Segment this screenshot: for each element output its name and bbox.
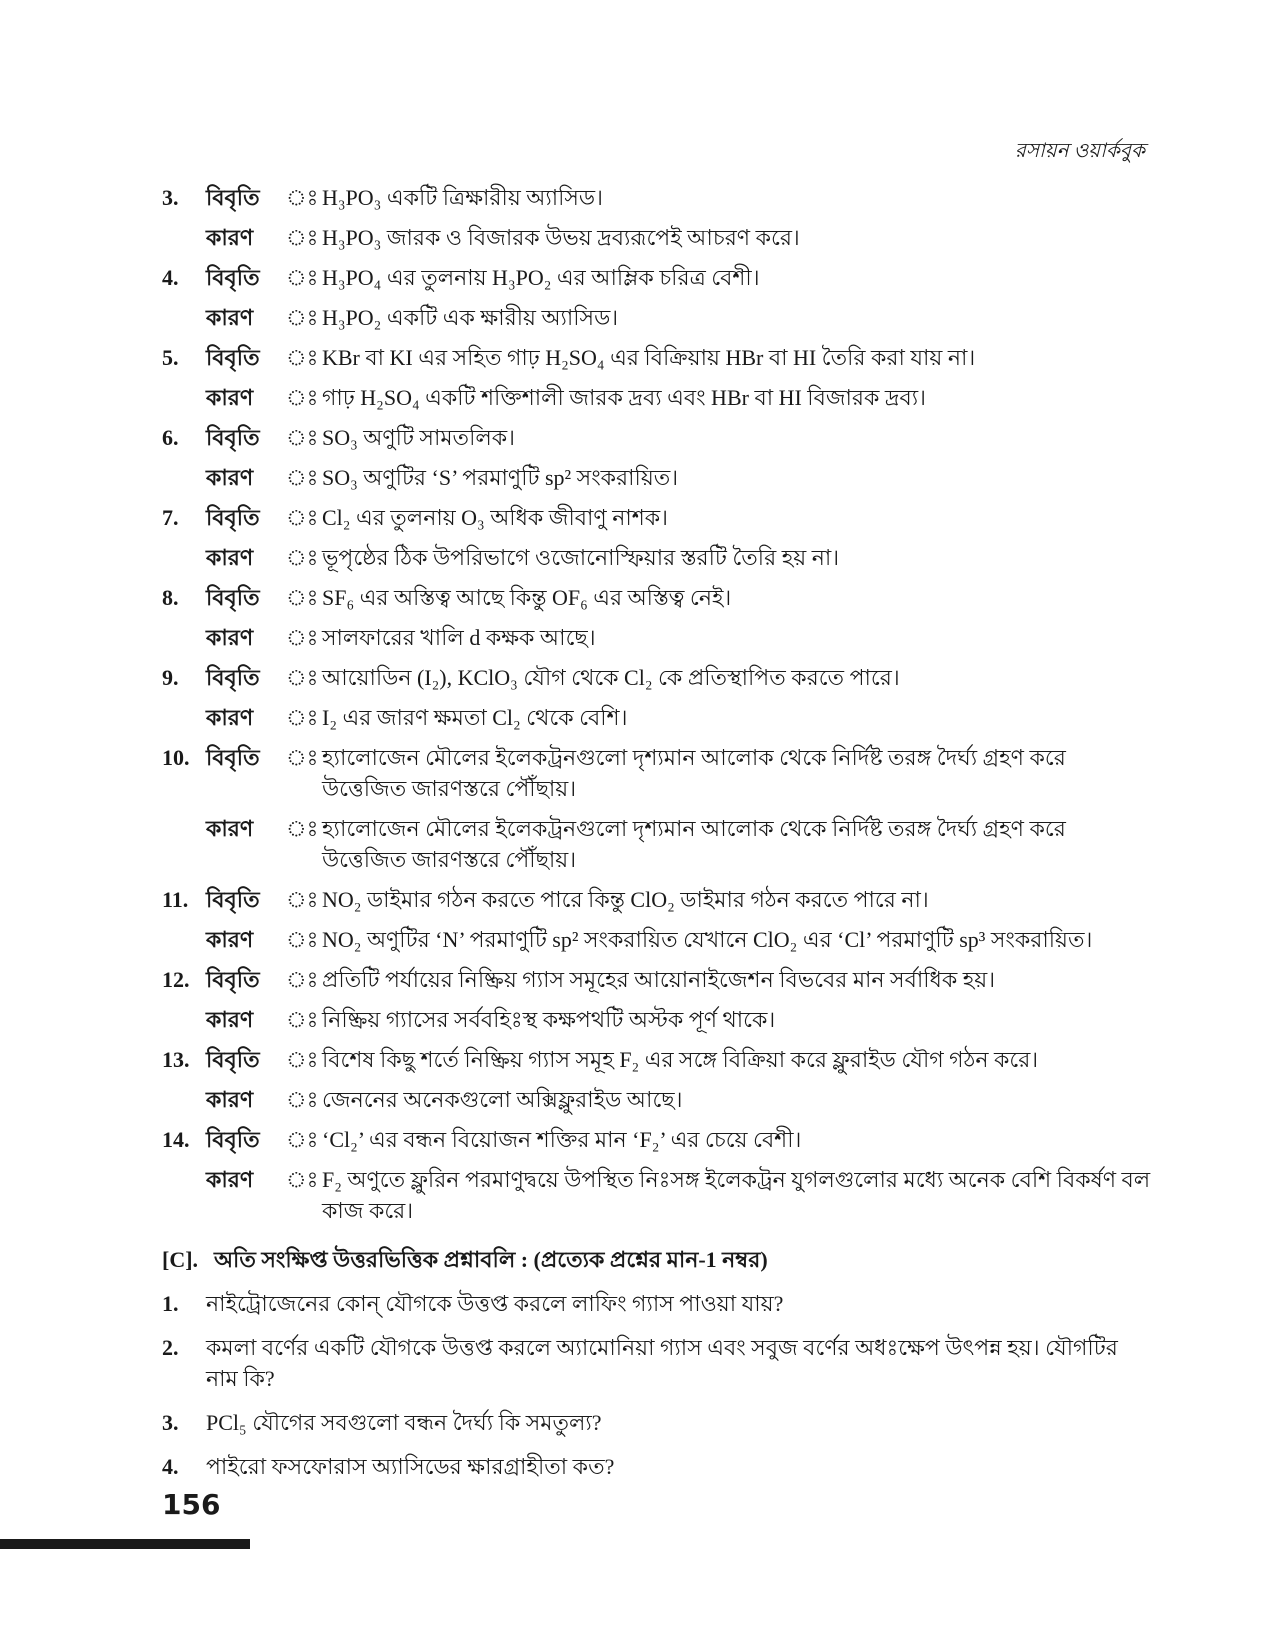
statement-row [162,262,1152,293]
question-list [162,1288,1152,1482]
statement-label: বিবৃতি [206,1047,260,1072]
question-text: নাইট্রোজেনের কোন্ যৌগকে উত্তপ্ত করলে লাফিং গ্যাস পাওয়া যায়? [206,1291,784,1316]
colon: ঃ [286,1127,319,1152]
statement-label: বিবৃতি [206,745,260,770]
statement-row [162,1124,1152,1155]
item-number: 13. [162,1047,190,1072]
reason-label: কারণ [206,705,254,730]
colon: ঃ [286,345,319,370]
item-number-spacer [162,542,206,573]
reason-label: কারণ [206,305,254,330]
question-text: PCl₅ যৌগের সবগুলো বন্ধন দৈর্ঘ্য কি সমতুল্য? [206,1410,602,1435]
colon: ঃ [286,816,319,841]
reason-label: কারণ [206,1007,254,1032]
statement-text: NO₂ ডাইমার গঠন করতে পারে কিন্তু ClO₂ ডাইমার গঠন করতে পারে না। [322,887,929,912]
statement-row [162,582,1152,613]
question-number: 1. [162,1291,179,1316]
page-number: 156 [162,1488,221,1521]
statement-label: বিবৃতি [206,265,260,290]
statement-text: আয়োডিন (I₂), KClO₃ যৌগ থেকে Cl₂ কে প্রতিস্থাপিত করতে পারে। [322,665,900,690]
statement-row [162,502,1152,533]
reason-text: H₃PO₃ জারক ও বিজারক উভয় দ্রব্যরূপেই আচরণ করে। [322,225,800,250]
item-number-spacer [162,462,206,493]
question-text: কমলা বর্ণের একটি যৌগকে উত্তপ্ত করলে অ্যামোনিয়া গ্যাস এবং সবুজ বর্ণের অধঃক্ষেপ উৎপন্ন হয়। যৌগটির নাম কি? [206,1335,1118,1391]
reason-text: SO₃ অণুটির ‘S’ পরমাণুটি sp² সংকরায়িত। [322,465,679,490]
statement-row [162,342,1152,373]
question-item [162,1407,1152,1438]
reason-text: গাঢ় H₂SO₄ একটি শক্তিশালী জারক দ্রব্য এবং HBr বা HI বিজারক দ্রব্য। [322,385,926,410]
item-number-spacer [162,382,206,413]
reason-label: কারণ [206,1087,254,1112]
reason-row [162,1004,1152,1035]
colon: ঃ [286,1087,319,1112]
statement-row [162,662,1152,693]
item-number-spacer [162,222,206,253]
item-number-spacer [162,702,206,733]
statement-text: হ্যালোজেন মৌলের ইলেকট্রনগুলো দৃশ্যমান আলোক থেকে নির্দিষ্ট তরঙ্গ দৈর্ঘ্য গ্রহণ করে উত্তেজিত জারণস্তরে পৌঁছায়। [322,745,1066,801]
reason-row [162,462,1152,493]
item-number: 6. [162,425,179,450]
footer-bar [0,1539,250,1549]
reason-row [162,813,1152,875]
colon: ঃ [286,225,319,250]
item-number-spacer [162,302,206,333]
colon: ঃ [286,425,319,450]
reason-text: ভূপৃষ্ঠের ঠিক উপরিভাগে ওজোনোস্ফিয়ার স্তরটি তৈরি হয় না। [322,545,840,570]
item-number-spacer [162,1004,206,1035]
item-number: 5. [162,345,179,370]
item-number: 10. [162,745,190,770]
question-number: 2. [162,1335,179,1360]
reason-text: H₃PO₂ একটি এক ক্ষারীয় অ্যাসিড। [322,305,619,330]
reason-label: কারণ [206,545,254,570]
question-item [162,1288,1152,1319]
colon: ঃ [286,265,319,290]
reason-label: কারণ [206,816,254,841]
colon: ঃ [286,705,319,730]
question-item [162,1332,1152,1394]
reason-label: কারণ [206,385,254,410]
statement-text: Cl₂ এর তুলনায় O₃ অধিক জীবাণু নাশক। [322,505,668,530]
reason-row [162,302,1152,333]
section-c-heading [162,1244,1152,1275]
statement-label: বিবৃতি [206,585,260,610]
colon: ঃ [286,185,319,210]
item-number: 3. [162,185,179,210]
statement-label: বিবৃতি [206,345,260,370]
reason-text: NO₂ অণুটির ‘N’ পরমাণুটি sp² সংকরায়িত যেখানে ClO₂ এর ‘Cl’ পরমাণুটি sp³ সংকরায়িত। [322,927,1093,952]
reason-row [162,222,1152,253]
colon: ঃ [286,665,319,690]
statement-text: KBr বা KI এর সহিত গাঢ় H₂SO₄ এর বিক্রিয়ায় HBr বা HI তৈরি করা যায় না। [322,345,976,370]
statement-label: বিবৃতি [206,505,260,530]
statement-row [162,964,1152,995]
reason-row [162,1084,1152,1115]
item-number: 11. [162,887,189,912]
item-number-spacer [162,1084,206,1115]
reason-row [162,924,1152,955]
reason-text: F₂ অণুতে ফ্লুরিন পরমাণুদ্বয়ে উপস্থিত নিঃসঙ্গ ইলেকট্রন যুগলগুলোর মধ্যে অনেক বেশি বিকর্ষণ বল কাজ করে। [322,1167,1151,1223]
reason-label: কারণ [206,625,254,650]
statement-label: বিবৃতি [206,425,260,450]
colon: ঃ [286,967,319,992]
reason-label: কারণ [206,465,254,490]
item-number-spacer [162,924,206,955]
item-number: 7. [162,505,179,530]
question-text: পাইরো ফসফোরাস অ্যাসিডের ক্ষারগ্রাহীতা কত? [206,1454,615,1479]
colon: ঃ [286,545,319,570]
item-number: 9. [162,665,179,690]
item-number-spacer [162,622,206,653]
question-number: 4. [162,1454,179,1479]
statement-text: বিশেষ কিছু শর্তে নিষ্ক্রিয় গ্যাস সমূহ F₂ এর সঙ্গে বিক্রিয়া করে ফ্লুরাইড যৌগ গঠন করে। [322,1047,1039,1072]
item-number: 12. [162,967,190,992]
colon: ঃ [286,505,319,530]
section-c [162,1244,1152,1482]
statement-text: ‘Cl₂’ এর বন্ধন বিয়োজন শক্তির মান ‘F₂’ এর চেয়ে বেশী। [322,1127,802,1152]
colon: ঃ [286,625,319,650]
item-number: 14. [162,1127,190,1152]
colon: ঃ [286,1047,319,1072]
reason-text: সালফারের খালি d কক্ষক আছে। [322,625,596,650]
statement-row [162,742,1152,804]
reason-text: I₂ এর জারণ ক্ষমতা Cl₂ থেকে বেশি। [322,705,628,730]
colon: ঃ [286,887,319,912]
reason-text: জেননের অনেকগুলো অক্সিফ্লুরাইড আছে। [322,1087,683,1112]
running-header: রসায়ন ওয়ার্কবুক [1014,140,1145,162]
question-item [162,1451,1152,1482]
colon: ঃ [286,1167,319,1192]
statement-label: বিবৃতি [206,665,260,690]
question-number: 3. [162,1410,179,1435]
statement-text: H₃PO₃ একটি ত্রিক্ষারীয় অ্যাসিড। [322,185,603,210]
reason-row [162,622,1152,653]
colon: ঃ [286,927,319,952]
reason-label: কারণ [206,225,254,250]
colon: ঃ [286,585,319,610]
statement-label: বিবৃতি [206,1127,260,1152]
statement-row [162,884,1152,915]
statement-text: SF₆ এর অস্তিত্ব আছে কিন্তু OF₆ এর অস্তিত্ব নেই। [322,585,732,610]
statement-row [162,422,1152,453]
item-number: 4. [162,265,179,290]
item-number: 8. [162,585,179,610]
reason-text: হ্যালোজেন মৌলের ইলেকট্রনগুলো দৃশ্যমান আলোক থেকে নির্দিষ্ট তরঙ্গ দৈর্ঘ্য গ্রহণ করে উত্তেজিত জারণস্তরে পৌঁছায়। [322,816,1066,872]
colon: ঃ [286,465,319,490]
section-c-code: [C]. [162,1247,199,1272]
colon: ঃ [286,305,319,330]
reason-row [162,382,1152,413]
statement-row [162,1044,1152,1075]
statement-row [162,182,1152,213]
statement-text: SO₃ অণুটি সামতলিক। [322,425,516,450]
reason-row [162,542,1152,573]
reason-text: নিষ্ক্রিয় গ্যাসের সর্ববহিঃস্থ কক্ষপথটি অস্টক পূর্ণ থাকে। [322,1007,776,1032]
colon: ঃ [286,745,319,770]
reason-row [162,702,1152,733]
reason-label: কারণ [206,1167,254,1192]
section-c-title: অতি সংক্ষিপ্ত উত্তরভিত্তিক প্রশ্নাবলি : (প্রত্যেক প্রশ্নের মান-1 নম্বর) [214,1247,768,1272]
colon: ঃ [286,1007,319,1032]
statement-label: বিবৃতি [206,185,260,210]
colon: ঃ [286,385,319,410]
reason-row [162,1164,1152,1226]
reason-label: কারণ [206,927,254,952]
item-number-spacer [162,813,206,875]
item-number-spacer [162,1164,206,1226]
statement-text: H₃PO₄ এর তুলনায় H₃PO₂ এর আম্লিক চরিত্র বেশী। [322,265,760,290]
statement-reason-list [162,182,1152,1226]
statement-label: বিবৃতি [206,887,260,912]
statement-label: বিবৃতি [206,967,260,992]
statement-text: প্রতিটি পর্যায়ের নিষ্ক্রিয় গ্যাস সমূহের আয়োনাইজেশন বিভবের মান সর্বাধিক হয়। [322,967,996,992]
